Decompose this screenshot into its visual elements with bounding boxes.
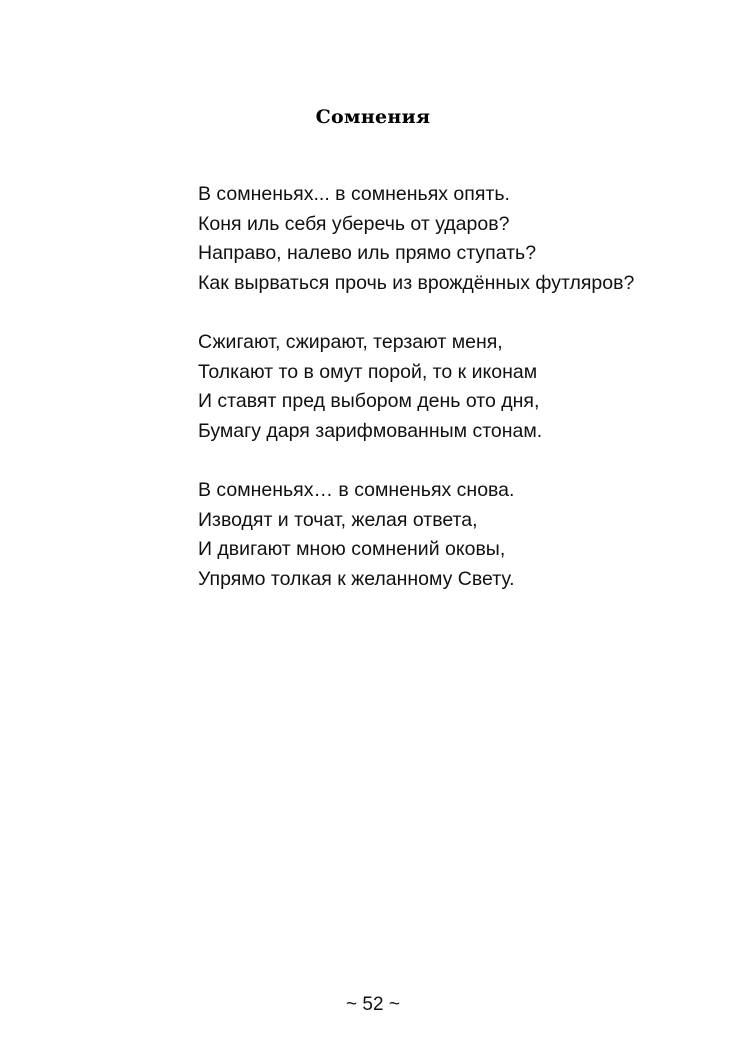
poem-line: В сомненьях… в сомненьях снова. <box>198 479 515 501</box>
poem-line: И ставят пред выбором день ото дня, <box>198 390 540 412</box>
poem-line: Сжигают, сжирают, терзают меня, <box>198 331 503 353</box>
stanza-1 <box>198 180 634 298</box>
poem-line: Направо, налево иль прямо ступать? <box>198 242 537 264</box>
stanza-2 <box>198 328 634 446</box>
poem-line: Как вырваться прочь из врождённых футляров? <box>198 271 635 294</box>
poem-line: И двигают мною сомнений оковы, <box>198 538 506 560</box>
poem-line: Изводят и точат, желая ответа, <box>198 508 478 531</box>
poem-line: Упрямо толкая к желанному Свету. <box>198 567 515 590</box>
poem-line: Толкают то в омут порой, то к иконам <box>198 360 538 383</box>
poem-title: Сомнения <box>315 106 431 128</box>
poem-line: Бумагу даря зарифмованным стонам. <box>198 419 543 442</box>
poem-line: В сомненьях... в сомненьях опять. <box>198 183 510 205</box>
stanza-3 <box>198 476 634 594</box>
page-number: ~ 52 ~ <box>346 994 400 1015</box>
poem-line: Коня иль себя уберечь от ударов? <box>198 212 510 235</box>
poem-body <box>198 180 634 624</box>
